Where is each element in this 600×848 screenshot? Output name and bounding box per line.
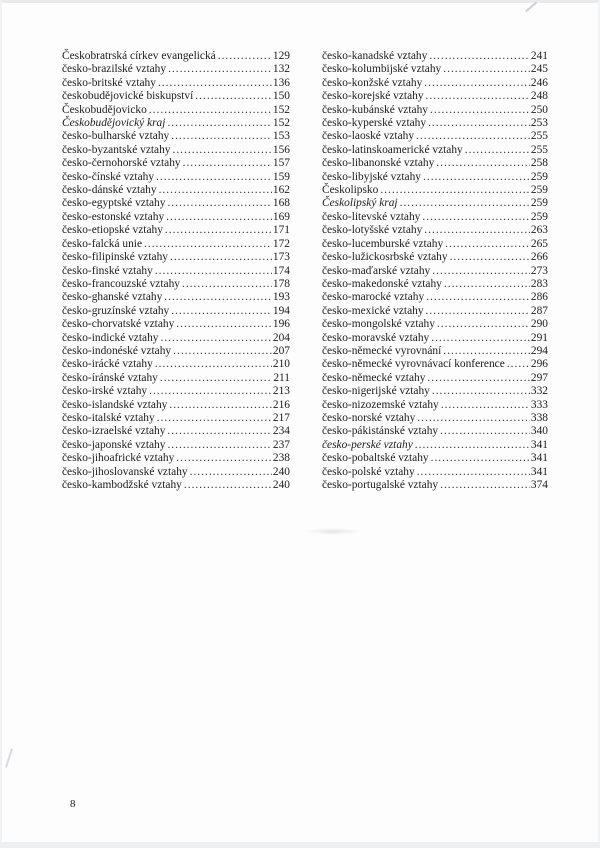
entry-page-number: 338 <box>530 411 548 424</box>
index-entry <box>322 130 548 143</box>
index-entry <box>322 197 548 210</box>
index-entry <box>62 399 290 412</box>
entry-page-number: 286 <box>530 291 548 304</box>
index-entry <box>62 291 290 304</box>
index-entry <box>322 77 548 90</box>
entry-page-number: 240 <box>272 465 290 478</box>
entry-label: česko-norské vztahy <box>322 411 416 424</box>
dot-leader <box>424 77 530 90</box>
dot-leader <box>160 372 272 385</box>
entry-page-number: 333 <box>530 398 548 411</box>
dot-leader <box>149 104 272 117</box>
entry-page-number: 216 <box>272 398 290 411</box>
entry-page-number: 246 <box>530 76 548 89</box>
entry-label: česko-filipinské vztahy <box>62 251 168 264</box>
entry-label: česko-nigerijské vztahy <box>322 385 430 398</box>
entry-page-number: 178 <box>272 277 290 290</box>
index-entry <box>62 278 290 291</box>
dot-leader <box>155 358 272 371</box>
dot-leader <box>171 305 272 318</box>
entry-label: česko-libanonské vztahy <box>322 157 435 170</box>
entry-label: Českobudějovicko <box>62 103 147 116</box>
index-entry <box>322 224 548 237</box>
dot-leader <box>164 291 272 304</box>
index-entry <box>322 211 548 224</box>
index-entry <box>322 144 548 157</box>
index-column-left <box>62 50 290 492</box>
dot-leader <box>182 278 272 291</box>
index-entry <box>322 345 548 358</box>
dot-leader <box>424 224 530 237</box>
entry-label: česko-íránské vztahy <box>62 371 158 384</box>
entry-label: česko-kyperské vztahy <box>322 117 427 130</box>
entry-page-number: 332 <box>530 385 548 398</box>
index-entry <box>322 278 548 291</box>
index-entry <box>322 305 548 318</box>
entry-label: česko-kanadské vztahy <box>322 50 428 62</box>
entry-page-number: 152 <box>272 103 290 116</box>
entry-label: česko-nizozemské vztahy <box>322 398 439 411</box>
dot-leader <box>380 184 530 197</box>
index-entry <box>322 265 548 278</box>
entry-page-number: 259 <box>530 197 548 210</box>
entry-label: česko-lužickosrbské vztahy <box>322 251 448 264</box>
index-column-right <box>322 50 548 492</box>
entry-label: česko-portugalské vztahy <box>322 479 439 491</box>
entry-page-number: 172 <box>272 237 290 250</box>
entry-page-number: 273 <box>530 264 548 277</box>
scan-artifact-mark <box>5 748 13 767</box>
entry-page-number: 290 <box>530 318 548 331</box>
dot-leader <box>429 50 530 63</box>
index-entry <box>62 50 290 63</box>
entry-label: česko-bulharské vztahy <box>62 130 170 143</box>
entry-label: česko-litevské vztahy <box>322 210 421 223</box>
entry-page-number: 152 <box>272 117 290 130</box>
entry-label: česko-latinskoamerické vztahy <box>322 143 463 156</box>
index-entry <box>62 117 290 130</box>
entry-page-number: 245 <box>530 63 548 76</box>
dot-leader <box>155 265 272 278</box>
entry-page-number: 341 <box>530 452 548 465</box>
entry-label: Českolipský kraj <box>322 197 398 210</box>
index-entry <box>322 318 548 331</box>
entry-label: česko-italské vztahy <box>62 411 155 424</box>
index-entry <box>62 358 290 371</box>
entry-page-number: 341 <box>530 465 548 478</box>
index-entry <box>322 479 548 492</box>
index-entry <box>62 452 290 465</box>
entry-label: česko-mongolské vztahy <box>322 318 435 331</box>
index-entry <box>62 385 290 398</box>
index-entry <box>62 224 290 237</box>
dot-leader <box>156 171 272 184</box>
entry-label: česko-gruzínské vztahy <box>62 304 170 317</box>
entry-page-number: 194 <box>272 304 290 317</box>
dot-leader <box>157 412 272 425</box>
dot-leader <box>165 224 272 237</box>
index-entry <box>322 184 548 197</box>
entry-page-number: 157 <box>272 157 290 170</box>
dot-leader <box>445 238 530 251</box>
entry-page-number: 259 <box>530 170 548 183</box>
dot-leader <box>166 211 272 224</box>
dot-leader <box>190 466 272 479</box>
entry-label: česko-kolumbijské vztahy <box>322 63 442 76</box>
index-entry <box>322 104 548 117</box>
dot-leader <box>169 399 272 412</box>
dot-leader <box>160 332 271 345</box>
dot-leader <box>428 117 530 130</box>
entry-page-number: 287 <box>530 304 548 317</box>
dot-leader <box>426 305 530 318</box>
entry-label: česko-čínské vztahy <box>62 170 155 183</box>
dot-leader <box>427 372 529 385</box>
index-entry <box>322 358 548 371</box>
entry-page-number: 265 <box>530 237 548 250</box>
entry-page-number: 210 <box>272 358 290 371</box>
dot-leader <box>430 104 530 117</box>
entry-page-number: 296 <box>530 358 548 371</box>
scan-edge-left <box>0 0 2 848</box>
entry-page-number: 374 <box>530 479 548 491</box>
dot-leader <box>168 63 272 76</box>
entry-label: česko-německé vyrovnávací konference <box>322 358 505 371</box>
index-entry <box>62 130 290 143</box>
entry-label: česko-kambodžské vztahy <box>62 479 182 491</box>
entry-label: česko-perské vztahy <box>322 438 413 451</box>
entry-label: česko-indonéské vztahy <box>62 344 172 357</box>
entry-page-number: 255 <box>530 130 548 143</box>
entry-page-number: 132 <box>272 63 290 76</box>
entry-page-number: 217 <box>272 411 290 424</box>
dot-leader <box>149 385 272 398</box>
entry-label: česko-konžské vztahy <box>322 76 423 89</box>
entry-page-number: 204 <box>272 331 290 344</box>
dot-leader <box>417 466 530 479</box>
dot-leader <box>167 439 271 452</box>
entry-label: česko-pákistánské vztahy <box>322 425 439 438</box>
index-entry <box>322 425 548 438</box>
dot-leader <box>426 90 530 103</box>
entry-page-number: 259 <box>530 184 548 197</box>
entry-page-number: 234 <box>272 425 290 438</box>
dot-leader <box>423 171 530 184</box>
dot-leader <box>443 63 530 76</box>
entry-label: česko-etiopské vztahy <box>62 224 163 237</box>
entry-page-number: 174 <box>272 264 290 277</box>
dot-leader <box>450 251 530 264</box>
dot-leader <box>167 117 271 130</box>
entry-page-number: 211 <box>273 371 290 384</box>
entry-label: Českolipsko <box>322 184 379 197</box>
entry-label: česko-islandské vztahy <box>62 398 168 411</box>
dot-leader <box>176 452 272 465</box>
index-entry <box>322 372 548 385</box>
dot-leader <box>176 318 272 331</box>
entry-label: česko-falcká unie <box>62 237 143 250</box>
index-entry <box>322 452 548 465</box>
index-entry <box>62 104 290 117</box>
dot-leader <box>415 439 530 452</box>
entry-label: českobudějovické biskupství <box>62 90 194 103</box>
dot-leader <box>171 130 272 143</box>
index-entry <box>62 63 290 76</box>
index-entry <box>62 238 290 251</box>
index-entry <box>322 439 548 452</box>
dot-leader <box>218 50 272 63</box>
entry-label: česko-mexické vztahy <box>322 304 424 317</box>
index-entry <box>322 412 548 425</box>
index-entry <box>62 157 290 170</box>
scan-artifact-slash <box>525 2 537 12</box>
dot-leader <box>432 265 530 278</box>
entry-label: česko-estonské vztahy <box>62 210 165 223</box>
dot-leader <box>507 358 530 371</box>
entry-label: česko-moravské vztahy <box>322 331 430 344</box>
entry-label: česko-polské vztahy <box>322 465 415 478</box>
entry-label: česko-francouzské vztahy <box>62 277 180 290</box>
dot-leader <box>437 318 530 331</box>
index-entry <box>62 332 290 345</box>
dot-leader <box>170 251 272 264</box>
dot-leader <box>167 425 271 438</box>
index-entry <box>62 90 290 103</box>
dot-leader <box>465 144 530 157</box>
entry-label: česko-byzantské vztahy <box>62 143 171 156</box>
dot-leader <box>184 479 272 492</box>
index-entry <box>62 184 290 197</box>
entry-label: česko-dánské vztahy <box>62 184 157 197</box>
dot-leader <box>167 197 271 210</box>
dot-leader <box>159 184 272 197</box>
entry-label: Českobratrská církev evangelická <box>62 50 216 62</box>
entry-page-number: 159 <box>272 170 290 183</box>
scan-edge-bottom <box>0 842 600 848</box>
entry-page-number: 196 <box>272 318 290 331</box>
entry-page-number: 171 <box>272 224 290 237</box>
index-entry <box>322 385 548 398</box>
index-entry <box>322 466 548 479</box>
index-entry <box>322 171 548 184</box>
entry-label: česko-brazilské vztahy <box>62 63 167 76</box>
index-entry <box>62 144 290 157</box>
dot-leader <box>158 77 272 90</box>
entry-page-number: 291 <box>530 331 548 344</box>
entry-page-number: 156 <box>272 143 290 156</box>
index-entry <box>322 157 548 170</box>
index-entry <box>62 345 290 358</box>
entry-label: česko-pobaltské vztahy <box>322 452 429 465</box>
index-entry <box>62 439 290 452</box>
dot-leader <box>431 452 530 465</box>
entry-page-number: 248 <box>530 90 548 103</box>
entry-label: česko-libyjské vztahy <box>322 170 422 183</box>
dot-leader <box>172 144 271 157</box>
entry-label: česko-chorvatské vztahy <box>62 318 175 331</box>
entry-page-number: 169 <box>272 210 290 223</box>
index-entry <box>62 171 290 184</box>
index-entry <box>62 265 290 278</box>
dot-leader <box>440 479 530 492</box>
index-entry <box>322 251 548 264</box>
index-entry <box>62 466 290 479</box>
dot-leader <box>183 157 272 170</box>
entry-page-number: 168 <box>272 197 290 210</box>
entry-page-number: 240 <box>272 479 290 491</box>
entry-page-number: 238 <box>272 452 290 465</box>
dot-leader <box>417 412 530 425</box>
index-entry <box>62 211 290 224</box>
scan-artifact-smudge <box>305 528 360 535</box>
entry-label: česko-německé vztahy <box>322 371 426 384</box>
entry-page-number: 241 <box>530 50 548 62</box>
entry-page-number: 193 <box>272 291 290 304</box>
entry-label: česko-irské vztahy <box>62 385 148 398</box>
entry-page-number: 340 <box>530 425 548 438</box>
dot-leader <box>400 197 530 210</box>
entry-label: česko-černohorské vztahy <box>62 157 181 170</box>
entry-page-number: 263 <box>530 224 548 237</box>
page-number: 8 <box>70 798 76 810</box>
entry-page-number: 207 <box>272 344 290 357</box>
index-entry <box>62 372 290 385</box>
entry-page-number: 213 <box>272 385 290 398</box>
entry-label: česko-lotyšské vztahy <box>322 224 423 237</box>
entry-label: česko-laoské vztahy <box>322 130 415 143</box>
index-content <box>62 50 548 492</box>
entry-label: česko-lucemburské vztahy <box>322 237 444 250</box>
index-entry <box>322 50 548 63</box>
entry-label: česko-marocké vztahy <box>322 291 425 304</box>
entry-label: česko-jihoslovanské vztahy <box>62 465 188 478</box>
dot-leader <box>416 130 530 143</box>
entry-label: Českobudějovický kraj <box>62 117 166 130</box>
entry-label: česko-německé vyrovnání <box>322 344 442 357</box>
index-entry <box>62 305 290 318</box>
dot-leader <box>436 157 530 170</box>
entry-page-number: 294 <box>530 344 548 357</box>
entry-label: česko-finské vztahy <box>62 264 153 277</box>
index-entry <box>322 117 548 130</box>
entry-page-number: 341 <box>530 438 548 451</box>
entry-page-number: 259 <box>530 210 548 223</box>
index-entry <box>322 332 548 345</box>
index-entry <box>62 412 290 425</box>
dot-leader <box>441 399 530 412</box>
entry-label: česko-kubánské vztahy <box>322 103 428 116</box>
dot-leader <box>431 332 530 345</box>
entry-label: česko-izraelské vztahy <box>62 425 166 438</box>
entry-page-number: 253 <box>530 117 548 130</box>
entry-label: česko-irácké vztahy <box>62 358 153 371</box>
entry-label: česko-korejské vztahy <box>322 90 424 103</box>
entry-page-number: 136 <box>272 76 290 89</box>
index-entry <box>62 479 290 492</box>
dot-leader <box>422 211 530 224</box>
index-entry <box>62 318 290 331</box>
entry-label: česko-egyptské vztahy <box>62 197 166 210</box>
dot-leader <box>440 425 530 438</box>
dot-leader <box>173 345 272 358</box>
entry-label: česko-makedonské vztahy <box>322 277 442 290</box>
dot-leader <box>444 278 530 291</box>
entry-page-number: 266 <box>530 251 548 264</box>
scan-edge-top <box>0 0 600 3</box>
entry-label: česko-maďarské vztahy <box>322 264 431 277</box>
dot-leader <box>432 385 530 398</box>
index-entry <box>62 197 290 210</box>
index-entry <box>322 399 548 412</box>
entry-label: česko-ghanské vztahy <box>62 291 163 304</box>
entry-page-number: 173 <box>272 251 290 264</box>
entry-page-number: 250 <box>530 103 548 116</box>
entry-page-number: 237 <box>272 438 290 451</box>
dot-leader <box>426 291 530 304</box>
entry-page-number: 283 <box>530 277 548 290</box>
entry-page-number: 153 <box>272 130 290 143</box>
index-entry <box>322 291 548 304</box>
index-entry <box>322 90 548 103</box>
entry-page-number: 297 <box>530 371 548 384</box>
index-entry <box>322 238 548 251</box>
entry-page-number: 258 <box>530 157 548 170</box>
entry-page-number: 255 <box>530 143 548 156</box>
entry-page-number: 150 <box>272 90 290 103</box>
entry-label: česko-britské vztahy <box>62 76 156 89</box>
entry-page-number: 162 <box>272 184 290 197</box>
entry-label: česko-jihoafrické vztahy <box>62 452 175 465</box>
entry-page-number: 129 <box>272 50 290 62</box>
index-entry <box>62 425 290 438</box>
index-entry <box>62 77 290 90</box>
dot-leader <box>144 238 272 251</box>
dot-leader <box>443 345 530 358</box>
dot-leader <box>195 90 272 103</box>
entry-label: česko-japonské vztahy <box>62 438 166 451</box>
index-entry <box>322 63 548 76</box>
index-entry <box>62 251 290 264</box>
entry-label: česko-indické vztahy <box>62 331 159 344</box>
